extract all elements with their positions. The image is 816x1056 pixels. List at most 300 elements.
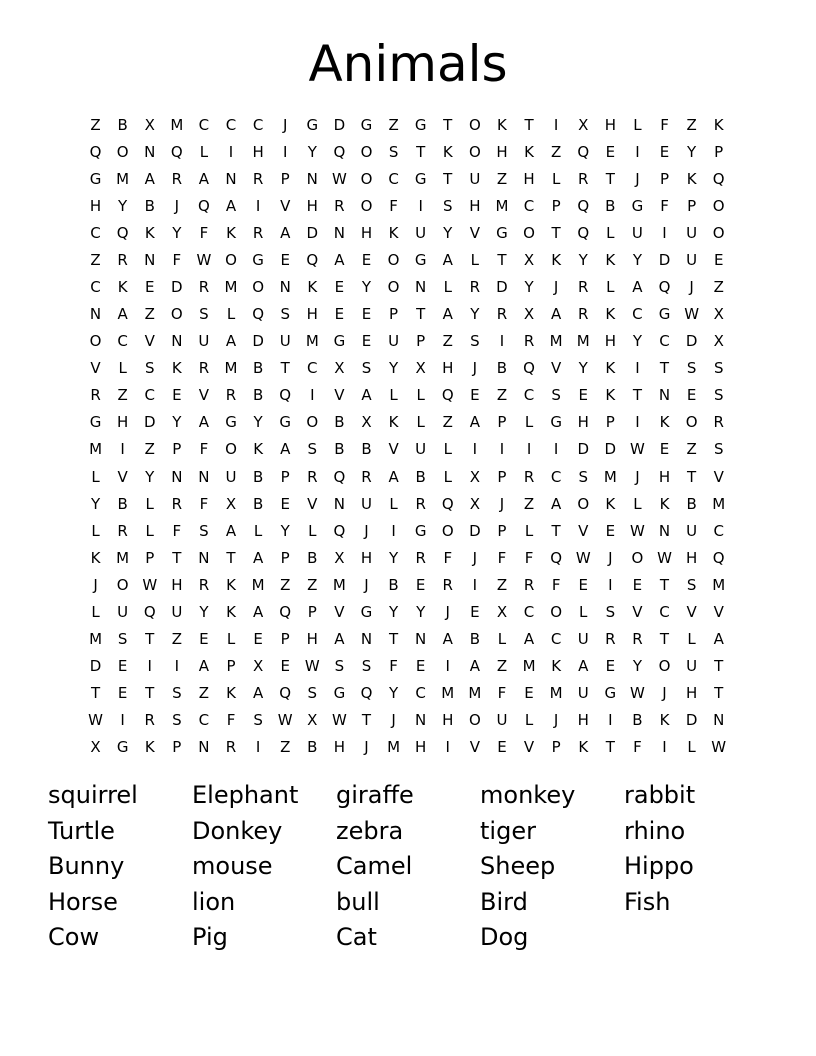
grid-row	[82, 355, 734, 382]
grid-letter: H	[89, 196, 102, 215]
grid-letter: F	[199, 440, 209, 459]
grid-letter: P	[226, 657, 236, 676]
grid-letter: L	[416, 386, 425, 405]
grid-letter: L	[497, 630, 507, 649]
grid-letter: I	[472, 440, 478, 459]
grid-letter: L	[416, 413, 425, 432]
grid-letter: I	[174, 657, 180, 676]
grid-letter: V	[388, 440, 399, 459]
grid-letter: E	[117, 684, 128, 703]
letter-grid	[82, 111, 734, 761]
grid-letter: I	[635, 142, 640, 161]
grid-letter: T	[524, 115, 534, 134]
grid-letter: W	[711, 738, 727, 757]
grid-letter: L	[145, 494, 154, 513]
grid-letter: L	[443, 467, 452, 486]
grid-letter: H	[306, 630, 318, 649]
grid-letter: I	[147, 657, 152, 676]
word-list-item: squirrel	[48, 781, 138, 809]
grid-letter: H	[496, 142, 508, 161]
grid-letter: P	[172, 738, 182, 757]
grid-letter: Y	[361, 278, 372, 296]
word-list-item: bull	[336, 887, 380, 916]
grid-letter: K	[144, 738, 155, 757]
word-list-item: Donkey	[192, 816, 283, 845]
grid-letter: H	[415, 738, 427, 757]
grid-letter: K	[524, 142, 534, 161]
grid-letter: F	[172, 521, 182, 540]
grid-letter: X	[361, 413, 372, 432]
grid-letter: X	[90, 738, 101, 757]
grid-row	[82, 246, 734, 273]
grid-letter: L	[687, 738, 696, 757]
grid-letter: M	[549, 332, 563, 351]
grid-letter: L	[633, 494, 642, 513]
grid-letter: K	[551, 250, 562, 269]
grid-letter: G	[360, 602, 373, 621]
grid-letter: A	[523, 630, 535, 649]
grid-letter: H	[442, 359, 454, 378]
grid-row	[82, 463, 734, 490]
grid-letter: E	[361, 250, 372, 269]
grid-letter: F	[660, 115, 669, 134]
grid-row	[82, 653, 734, 680]
grid-letter: I	[228, 142, 234, 161]
grid-letter: P	[172, 440, 182, 459]
grid-letter: Q	[712, 548, 725, 567]
grid-letter: T	[145, 630, 155, 649]
grid-letter: I	[445, 738, 450, 757]
grid-letter: A	[388, 467, 399, 486]
grid-letter: O	[631, 548, 644, 567]
grid-letter: A	[469, 413, 480, 432]
word-list-item: Elephant	[192, 781, 299, 809]
grid-letter: A	[144, 169, 155, 188]
grid-letter: G	[116, 738, 129, 757]
grid-letter: Z	[90, 250, 101, 269]
grid-letter: G	[225, 413, 237, 432]
grid-letter: Y	[632, 250, 642, 269]
grid-letter: I	[635, 359, 640, 378]
grid-letter: G	[414, 169, 427, 188]
grid-letter: B	[307, 548, 318, 567]
grid-letter: Q	[577, 223, 590, 242]
grid-row	[82, 598, 734, 625]
grid-letter: O	[387, 250, 400, 269]
grid-letter: E	[199, 630, 209, 649]
grid-letter: U	[469, 169, 481, 188]
grid-letter: Q	[333, 467, 346, 486]
grid-letter: N	[171, 332, 183, 351]
grid-letter: E	[605, 657, 616, 676]
grid-letter: Z	[442, 332, 453, 351]
grid-letter: B	[496, 359, 508, 378]
grid-letter: P	[497, 413, 507, 432]
grid-letter: K	[171, 359, 182, 378]
grid-letter: D	[89, 657, 102, 676]
grid-letter: G	[333, 332, 346, 351]
grid-letter: M	[116, 548, 130, 567]
grid-letter: D	[143, 413, 156, 432]
grid-letter: C	[659, 602, 670, 621]
grid-letter: M	[712, 575, 726, 594]
grid-letter: E	[415, 575, 426, 594]
grid-letter: A	[225, 521, 237, 540]
grid-letter: E	[253, 630, 263, 649]
grid-letter: L	[199, 142, 209, 161]
grid-row	[82, 382, 734, 409]
grid-letter: W	[88, 711, 103, 730]
word-list-item: zebra	[336, 816, 404, 845]
grid-letter: T	[632, 386, 642, 405]
grid-letter: V	[198, 386, 210, 405]
grid-letter: I	[120, 711, 125, 730]
grid-letter: L	[91, 467, 100, 486]
grid-letter: X	[334, 548, 345, 567]
grid-letter: T	[714, 657, 724, 676]
grid-letter: T	[226, 548, 236, 567]
grid-letter: G	[550, 413, 562, 432]
grid-letter: A	[252, 602, 264, 621]
grid-letter: E	[361, 332, 372, 351]
grid-letter: B	[686, 494, 697, 513]
grid-letter: E	[605, 142, 616, 161]
grid-letter: X	[578, 115, 589, 134]
grid-letter: C	[307, 359, 318, 378]
grid-letter: C	[523, 386, 535, 405]
grid-letter: A	[469, 657, 480, 676]
grid-letter: F	[226, 711, 236, 730]
grid-letter: M	[332, 575, 346, 594]
grid-letter: H	[604, 332, 616, 351]
grid-letter: O	[360, 196, 373, 215]
grid-letter: Y	[632, 657, 642, 676]
grid-letter: L	[91, 521, 100, 540]
grid-letter: N	[89, 305, 102, 324]
grid-letter: J	[499, 494, 505, 513]
grid-letter: C	[90, 278, 101, 296]
grid-letter: Y	[172, 223, 182, 242]
grid-letter: O	[387, 278, 400, 296]
grid-letter: V	[117, 467, 128, 486]
grid-letter: I	[526, 440, 532, 459]
grid-letter: U	[415, 440, 427, 459]
grid-letter: O	[170, 305, 183, 324]
grid-letter: E	[578, 386, 588, 405]
grid-letter: X	[713, 305, 724, 324]
grid-letter: Y	[253, 413, 263, 432]
grid-letter: K	[144, 223, 155, 242]
grid-letter: W	[304, 657, 320, 676]
grid-letter: S	[172, 684, 182, 703]
grid-letter: K	[388, 223, 399, 242]
grid-letter: F	[443, 548, 453, 567]
grid-letter: S	[334, 657, 345, 676]
grid-letter: L	[579, 602, 588, 621]
grid-letter: C	[198, 115, 210, 134]
grid-letter: K	[551, 657, 562, 676]
grid-letter: O	[468, 115, 481, 134]
grid-letter: Y	[687, 142, 697, 161]
grid-letter: A	[225, 196, 237, 215]
grid-letter: X	[225, 494, 237, 513]
word-list-item: giraffe	[336, 781, 414, 809]
grid-letter: T	[714, 684, 724, 703]
grid-letter: V	[713, 602, 724, 621]
grid-letter: I	[608, 711, 613, 730]
grid-letter: T	[605, 169, 615, 188]
word-list-item: Cow	[48, 923, 100, 951]
word-list-item: Dog	[480, 923, 529, 951]
grid-letter: Y	[470, 305, 480, 324]
grid-letter: W	[657, 548, 672, 567]
grid-letter: L	[226, 305, 236, 324]
grid-letter: A	[198, 657, 210, 676]
grid-letter: F	[199, 223, 209, 242]
grid-letter: T	[388, 630, 399, 649]
grid-letter: K	[713, 115, 724, 134]
grid-letter: T	[361, 711, 372, 730]
grid-letter: R	[144, 711, 155, 730]
grid-letter: Y	[145, 467, 155, 486]
grid-letter: A	[198, 169, 210, 188]
grid-letter: A	[551, 494, 562, 513]
grid-letter: W	[142, 575, 158, 594]
grid-letter: O	[468, 711, 481, 730]
grid-letter: J	[364, 738, 369, 757]
grid-letter: N	[415, 278, 427, 296]
grid-letter: S	[578, 467, 588, 486]
grid-letter: K	[578, 738, 589, 757]
grid-letter: X	[144, 115, 155, 134]
grid-letter: A	[361, 386, 372, 405]
grid-letter: Z	[496, 169, 508, 188]
grid-letter: P	[659, 169, 670, 188]
grid-letter: D	[252, 332, 264, 351]
grid-letter: U	[686, 223, 698, 242]
grid-letter: M	[170, 115, 184, 134]
grid-letter: Z	[171, 630, 182, 649]
grid-letter: B	[415, 467, 426, 486]
grid-letter: P	[714, 142, 724, 161]
grid-letter: U	[415, 223, 427, 242]
grid-letter: L	[389, 386, 398, 405]
grid-letter: H	[577, 711, 589, 730]
grid-letter: P	[497, 521, 507, 540]
grid-letter: D	[171, 278, 183, 296]
word-list-item: Hippo	[624, 852, 694, 880]
grid-letter: Q	[143, 602, 156, 621]
grid-letter: Y	[416, 602, 426, 621]
grid-letter: Q	[198, 196, 210, 215]
grid-letter: M	[89, 440, 103, 459]
grid-letter: M	[441, 684, 455, 703]
grid-letter: R	[198, 575, 210, 594]
grid-letter: C	[632, 305, 643, 324]
grid-row	[82, 436, 734, 463]
grid-letter: A	[632, 278, 643, 296]
grid-letter: D	[306, 223, 319, 242]
grid-letter: Z	[280, 738, 291, 757]
grid-letter: J	[689, 278, 694, 296]
grid-letter: K	[226, 223, 236, 242]
grid-letter: B	[252, 359, 264, 378]
grid-letter: X	[469, 467, 480, 486]
grid-letter: R	[171, 169, 183, 188]
grid-letter: V	[469, 223, 480, 242]
word-list-item: Pig	[192, 923, 228, 951]
grid-letter: D	[496, 278, 508, 296]
grid-letter: Q	[116, 223, 129, 242]
grid-letter: X	[415, 359, 426, 378]
grid-letter: Z	[307, 575, 318, 594]
grid-letter: I	[608, 575, 613, 594]
grid-letter: S	[253, 711, 263, 730]
grid-letter: S	[361, 657, 372, 676]
grid-letter: J	[553, 278, 559, 296]
grid-letter: V	[469, 738, 480, 757]
grid-letter: U	[117, 602, 129, 621]
grid-letter: N	[198, 467, 210, 486]
grid-letter: V	[334, 602, 345, 621]
grid-letter: Y	[443, 223, 453, 242]
grid-letter: G	[604, 684, 617, 703]
grid-letter: A	[334, 630, 345, 649]
grid-letter: F	[389, 657, 398, 676]
grid-letter: V	[280, 196, 291, 215]
grid-letter: H	[252, 142, 264, 161]
grid-letter: Q	[279, 386, 292, 405]
grid-letter: D	[685, 711, 698, 730]
grid-letter: C	[523, 196, 535, 215]
grid-letter: F	[660, 196, 669, 215]
grid-letter: T	[416, 305, 426, 324]
grid-letter: O	[523, 223, 535, 242]
grid-letter: U	[225, 467, 237, 486]
grid-letter: J	[174, 196, 180, 215]
grid-letter: A	[713, 630, 724, 649]
grid-letter: S	[551, 386, 561, 405]
grid-row	[82, 680, 734, 707]
grid-letter: R	[252, 223, 264, 242]
grid-letter: O	[441, 521, 454, 540]
grid-letter: V	[713, 467, 724, 486]
grid-letter: T	[90, 684, 101, 703]
grid-letter: R	[225, 386, 237, 405]
grid-letter: Q	[170, 142, 183, 161]
grid-letter: X	[523, 305, 535, 324]
word-list-item: Sheep	[480, 852, 556, 880]
grid-letter: H	[604, 115, 616, 134]
grid-letter: O	[712, 223, 725, 242]
grid-letter: N	[198, 738, 210, 757]
grid-letter: O	[116, 575, 129, 594]
grid-row	[82, 490, 734, 517]
grid-letter: L	[606, 278, 615, 296]
grid-letter: M	[576, 332, 590, 351]
grid-letter: E	[280, 250, 290, 269]
grid-letter: Q	[333, 142, 346, 161]
grid-letter: T	[551, 521, 561, 540]
grid-row	[82, 111, 734, 138]
grid-letter: X	[252, 657, 264, 676]
grid-letter: W	[630, 684, 645, 703]
grid-letter: K	[659, 494, 670, 513]
grid-letter: N	[225, 169, 237, 188]
grid-letter: Z	[90, 115, 101, 134]
grid-letter: E	[470, 386, 480, 405]
grid-row	[82, 219, 734, 246]
grid-letter: B	[252, 467, 264, 486]
grid-letter: J	[662, 684, 667, 703]
grid-letter: F	[172, 250, 182, 269]
grid-letter: K	[659, 413, 670, 432]
grid-letter: Q	[279, 602, 292, 621]
grid-letter: F	[497, 684, 507, 703]
grid-letter: Z	[280, 575, 291, 594]
grid-letter: R	[117, 521, 128, 540]
grid-row	[82, 328, 734, 355]
grid-letter: A	[252, 684, 264, 703]
grid-letter: D	[333, 115, 346, 134]
grid-letter: R	[307, 467, 318, 486]
word-list-item: rabbit	[624, 781, 696, 809]
grid-letter: Y	[388, 602, 399, 621]
grid-letter: K	[442, 142, 453, 161]
grid-letter: Q	[577, 196, 590, 215]
grid-letter: J	[391, 711, 396, 730]
grid-letter: A	[578, 657, 589, 676]
grid-letter: Q	[577, 142, 590, 161]
grid-letter: T	[659, 359, 670, 378]
grid-letter: X	[496, 602, 508, 621]
grid-letter: L	[633, 115, 642, 134]
grid-letter: R	[442, 575, 453, 594]
grid-letter: U	[388, 332, 400, 351]
grid-letter: E	[497, 738, 507, 757]
grid-letter: R	[605, 630, 616, 649]
grid-letter: R	[361, 467, 372, 486]
grid-letter: S	[307, 684, 318, 703]
grid-letter: A	[551, 305, 562, 324]
word-list-item: Camel	[336, 852, 413, 880]
grid-letter: B	[117, 115, 128, 134]
grid-letter: K	[497, 115, 507, 134]
grid-letter: K	[388, 413, 399, 432]
grid-letter: C	[90, 223, 101, 242]
grid-letter: I	[255, 738, 261, 757]
grid-letter: N	[658, 521, 671, 540]
grid-letter: U	[577, 630, 589, 649]
grid-letter: Y	[280, 521, 290, 540]
grid-letter: J	[635, 169, 640, 188]
grid-letter: X	[307, 711, 318, 730]
grid-letter: C	[117, 332, 128, 351]
grid-letter: T	[605, 738, 615, 757]
grid-letter: R	[713, 413, 724, 432]
grid-letter: E	[361, 305, 372, 324]
word-list-item: Turtle	[48, 816, 115, 845]
grid-letter: K	[659, 711, 670, 730]
grid-letter: S	[199, 521, 209, 540]
grid-letter: U	[686, 657, 698, 676]
grid-letter: R	[225, 738, 237, 757]
grid-letter: C	[144, 386, 155, 405]
grid-letter: L	[551, 169, 561, 188]
grid-letter: J	[282, 115, 288, 134]
grid-letter: C	[415, 684, 426, 703]
grid-row	[82, 138, 734, 165]
